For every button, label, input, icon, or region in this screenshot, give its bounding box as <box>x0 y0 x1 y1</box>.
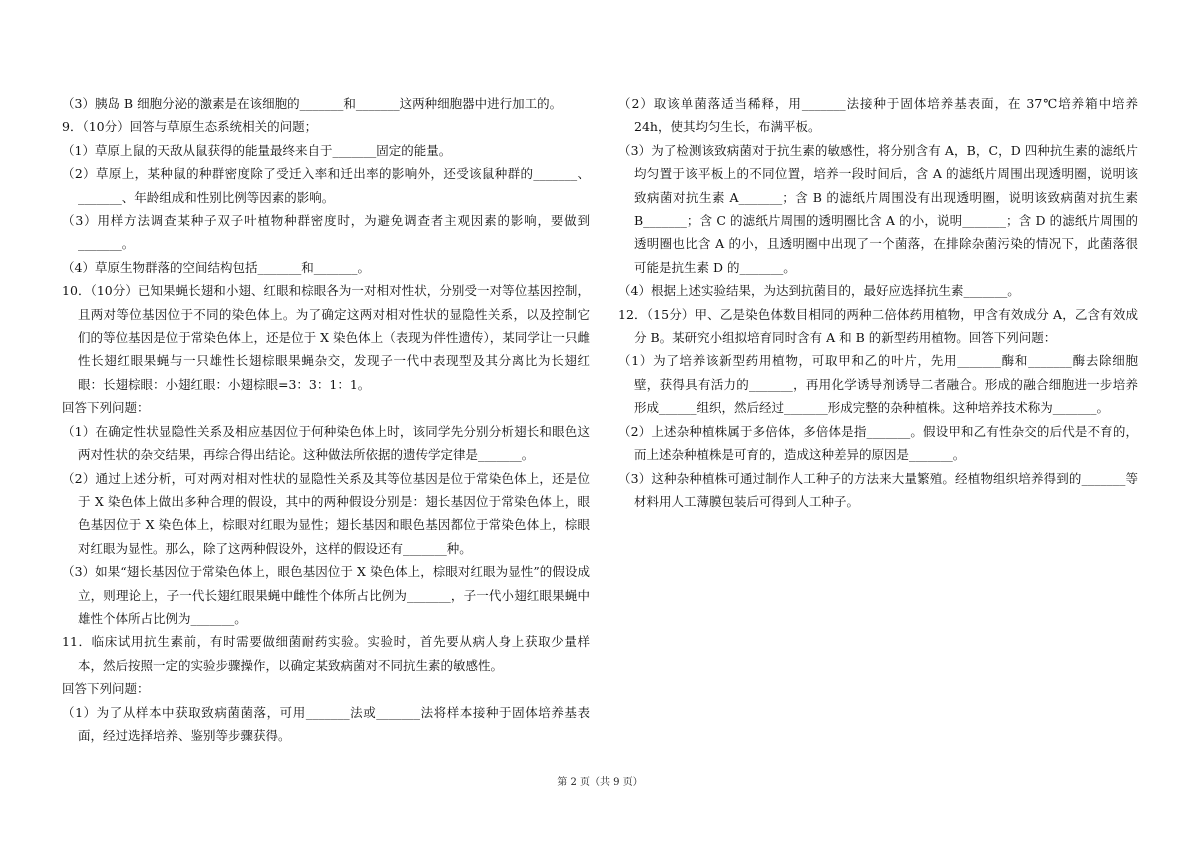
paragraph: （2）上述杂种植株属于多倍体，多倍体是指_______。假设甲和乙有性杂交的后代是不育的，而上述杂种植株是可育的，造成这种差异的原因是_______。 <box>618 423 1138 463</box>
paragraph: （2）通过上述分析，可对两对相对性状的显隐性关系及其等位基因是位于常染色体上，还是位于 X 染色体上做出多种合理的假设，其中的两种假设分别是：翅长基因位于常染色体上，眼色基因位于 X 染色体上，棕眼对红眼为显性；翅长基因和眼色基因都位于常染色体上，棕眼对红眼为显性。那么，除了这两种假设外，这样的假设还有_______种。 <box>62 470 590 556</box>
paragraph: 10．（10分）已知果蝇长翅和小翅、红眼和棕眼各为一对相对性状，分别受一对等位基因控制，且两对等位基因位于不同的染色体上。为了确定这两对相对性状的显隐性关系，以及控制它们的等位基因是位于常染色体上，还是位于 X 染色体上（表现为伴性遗传），某同学让一只雌性长翅红眼果蝇与一只雄性长翅棕眼果蝇杂交，发现子一代中表现型及其分离比为长翅红眼：长翅棕眼：小翅红眼：小翅棕眼=3：3：1：1。 <box>62 283 590 392</box>
paragraph: （3）如果“翅长基因位于常染色体上，眼色基因位于 X 染色体上，棕眼对红眼为显性”的假设成立，则理论上，子一代长翅红眼果蝇中雌性个体所占比例为_______，子一代小翅红眼果蝇中雄性个体所占比例为_______。 <box>62 564 590 626</box>
paragraph: （1）为了从样本中获取致病菌菌落，可用_______法或_______法将样本接种于固体培养基表面，经过选择培养、鉴别等步骤获得。 <box>62 704 590 743</box>
left-column <box>62 92 590 747</box>
right-column <box>618 92 1138 513</box>
paragraph: （3）用样方法调查某种子双子叶植物种群密度时，为避免调查者主观因素的影响，要做到_______。 <box>62 213 590 252</box>
paragraph: （4）草原生物群落的空间结构包括_______和_______。 <box>62 259 370 275</box>
paragraph: （3）胰岛 B 细胞分泌的激素是在该细胞的_______和_______这两种细胞器中进行加工的。 <box>62 96 563 111</box>
paragraph: （1）在确定性状显隐性关系及相应基因位于何种染色体上时，该同学先分别分析翅长和眼色这两对性状的杂交结果，再综合得出结论。这种做法所依据的遗传学定律是_______。 <box>62 423 590 463</box>
paragraph: 12．（15分）甲、乙是染色体数目相同的两种二倍体药用植物，甲含有效成分 A，乙含有效成分 B。某研究小组拟培育同时含有 A 和 B 的新型药用植物。回答下列问题： <box>618 306 1138 346</box>
paragraph: 9．（10分）回答与草原生态系统相关的问题； <box>62 119 318 135</box>
paragraph: 回答下列问题： <box>62 400 150 416</box>
paragraph: （1）为了培养该新型药用植物，可取甲和乙的叶片，先用_______酶和_______酶去除细胞壁，获得具有活力的_______，再用化学诱导剂诱导二者融合。形成的融合细胞进一步培养形成______组织，然后经过_______形成完整的杂种植株。这种培养技术称为_______。 <box>618 353 1138 416</box>
paragraph: （3）这种杂种植株可通过制作人工种子的方法来大量繁殖。经植物组织培养得到的_______等材料用人工薄膜包装后可得到人工种子。 <box>618 470 1138 509</box>
page-footer: 第 2 页（共 9 页） <box>557 777 643 788</box>
paragraph: （2）草原上，某种鼠的种群密度除了受迁入率和迁出率的影响外，还受该鼠种群的_______、_______、年龄组成和性别比例等因素的影响。 <box>62 166 590 205</box>
paragraph: （3）为了检测该致病菌对于抗生素的敏感性，将分别含有 A，B，C，D 四种抗生素的滤纸片均匀置于该平板上的不同位置，培养一段时间后，含 A 的滤纸片周围出现透明圈，说明该致病菌对抗生素 A_______；含 B 的滤纸片周围没有出现透明圈，说明该致病菌对抗生素 B_______；含 C 的滤纸片周围的透明圈比含 A 的小，说明_______；含 D 的滤纸片周围的透明圈也比含 A 的小，且透明圈中出现了一个菌落，在排除杂菌污染的情况下，此菌落很可能是抗生素 D 的_______。 <box>618 142 1138 275</box>
paragraph: 回答下列问题： <box>62 681 150 697</box>
paragraph: 11．临床试用抗生素前，有时需要做细菌耐药实验。实验时，首先要从病人身上获取少量样本，然后按照一定的实验步骤操作，以确定某致病菌对不同抗生素的敏感性。 <box>62 634 590 673</box>
paragraph: （1）草原上鼠的天敌从鼠获得的能量最终来自于_______固定的能量。 <box>62 142 452 158</box>
paragraph: （2）取该单菌落适当稀释，用_______法接种于固体培养基表面，在 37℃培养箱中培养 24h，使其均匀生长，布满平板。 <box>618 96 1138 135</box>
paragraph: （4）根据上述实验结果，为达到抗菌目的，最好应选择抗生素_______。 <box>618 283 1020 299</box>
